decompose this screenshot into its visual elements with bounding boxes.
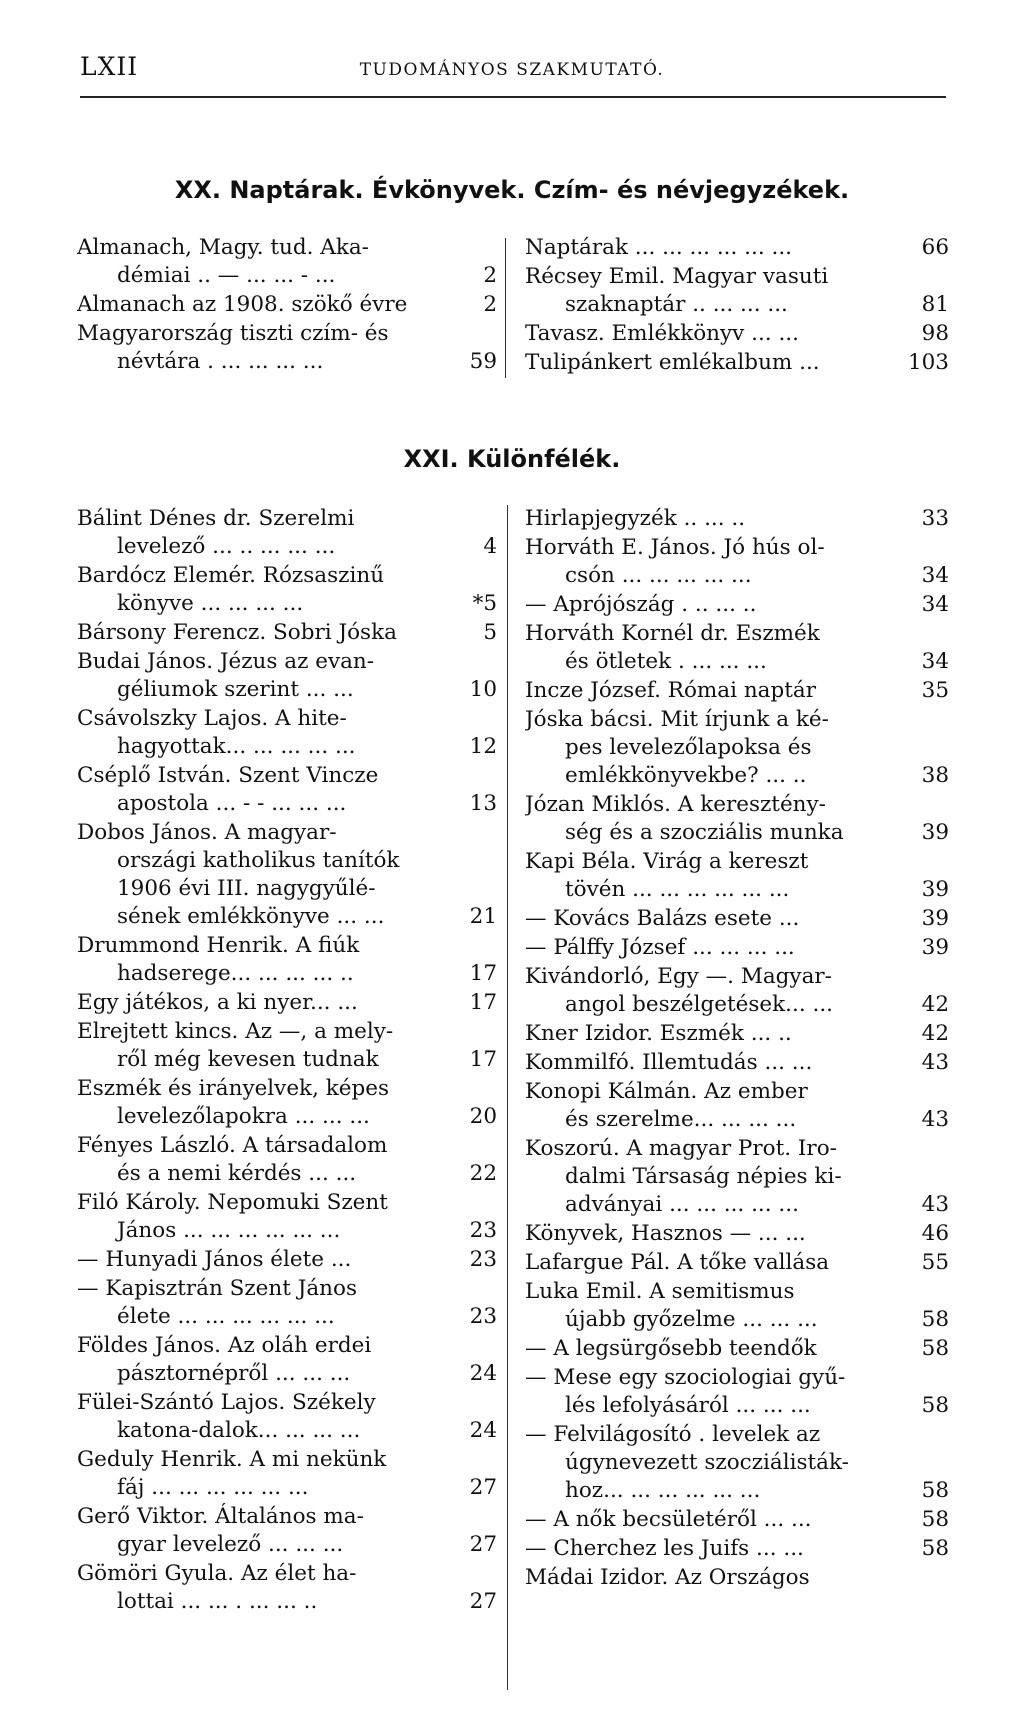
entry-page-number: 39	[918, 819, 949, 847]
entry-line: lés lefolyásáról ... ... ...	[565, 1393, 811, 1418]
entry-page-number: 24	[466, 1417, 497, 1445]
index-entry	[525, 620, 949, 676]
entry-line: hagyottak... ... ... ... ...	[117, 734, 356, 759]
entry-page-number: 39	[918, 905, 949, 933]
entry-line: — Kapisztrán Szent János	[77, 1276, 357, 1301]
index-entry	[525, 934, 949, 962]
index-entry	[77, 562, 497, 618]
entry-line: Incze József. Római naptár	[525, 678, 816, 703]
index-entry	[525, 1421, 949, 1505]
index-entry	[77, 819, 497, 931]
entry-line: Egy játékos, a ki nyer... ...	[77, 990, 358, 1015]
entry-line: — Hunyadi János élete ...	[77, 1247, 352, 1272]
entry-line: Tavasz. Emlékkönyv ... ...	[525, 321, 799, 346]
entry-page-number: 27	[466, 1531, 497, 1559]
index-entry	[77, 1075, 497, 1131]
entry-page-number: 27	[466, 1474, 497, 1502]
entry-page-number: 23	[466, 1217, 497, 1245]
entry-line: könyve ... ... ... ...	[117, 591, 304, 616]
entry-page-number: 21	[466, 903, 497, 931]
entry-line: ről még kevesen tudnak	[117, 1047, 379, 1072]
entry-page-number: 22	[466, 1160, 497, 1188]
entry-line: Lafargue Pál. A tőke vallása	[525, 1250, 830, 1275]
entry-page-number: 35	[918, 677, 949, 705]
entry-page-number: 4	[479, 533, 497, 561]
index-entry	[525, 1020, 949, 1048]
index-entry	[525, 1506, 949, 1534]
entry-line: Magyarország tiszti czím- és	[77, 321, 389, 346]
entry-line: géliumok szerint ... ...	[117, 677, 354, 702]
index-entry	[77, 320, 497, 376]
index-entry	[525, 1278, 949, 1334]
index-entry	[525, 963, 949, 1019]
entry-page-number: 58	[918, 1506, 949, 1534]
entry-line: Eszmék és irányelvek, képes	[77, 1076, 390, 1101]
entry-line: Csávolszky Lajos. A hite-	[77, 706, 347, 731]
entry-line: fáj ... ... ... ... ... ...	[117, 1475, 309, 1500]
entry-page-number: 20	[466, 1103, 497, 1131]
entry-line: sének emlékkönyve ... ...	[117, 904, 385, 929]
index-entry	[77, 505, 497, 561]
column-divider-xx	[505, 238, 506, 378]
index-entry	[77, 989, 497, 1017]
index-entry	[525, 1535, 949, 1563]
entry-page-number: 17	[466, 960, 497, 988]
entry-page-number: 17	[466, 989, 497, 1017]
entry-line: csón ... ... ... ... ...	[565, 563, 752, 588]
entry-line: levelező ... .. ... ... ...	[117, 534, 336, 559]
entry-line: Drummond Henrik. A fiúk	[77, 933, 360, 958]
entry-page-number: 59	[466, 348, 497, 376]
entry-line: Almanach az 1908. szökő évre	[77, 292, 408, 317]
entry-line: Kivándorló, Egy —. Magyar-	[525, 964, 832, 989]
entry-page-number: 10	[466, 676, 497, 704]
entry-line: úgynevezett szocziálisták-	[565, 1450, 849, 1475]
entry-line: Bársony Ferencz. Sobri Jóska	[77, 620, 397, 645]
entry-page-number: 103	[904, 349, 949, 377]
index-entry	[77, 1246, 497, 1274]
entry-line: adványai ... ... ... ... ...	[565, 1192, 799, 1217]
index-entry	[525, 905, 949, 933]
index-entry	[77, 1189, 497, 1245]
entry-page-number: 58	[918, 1306, 949, 1334]
entry-line: Bardócz Elemér. Rózsaszinű	[77, 563, 385, 588]
entry-line: emlékkönyvekbe? ... ..	[565, 763, 807, 788]
entry-page-number: 98	[918, 320, 949, 348]
index-entry	[77, 648, 497, 704]
entry-page-number: 34	[918, 648, 949, 676]
entry-page-number: 5	[479, 619, 497, 647]
entry-line: pes levelezőlapoksa és	[565, 735, 812, 760]
index-entry	[525, 1335, 949, 1363]
entry-page-number: 2	[479, 262, 497, 290]
index-entry	[77, 1132, 497, 1188]
entry-line: és a nemi kérdés ... ...	[117, 1161, 357, 1186]
index-entry	[525, 1249, 949, 1277]
entry-line: Récsey Emil. Magyar vasuti	[525, 264, 829, 289]
entry-line: Koszorú. A magyar Prot. Iro-	[525, 1136, 837, 1161]
entry-page-number: 33	[918, 505, 949, 533]
index-entry	[525, 1564, 949, 1592]
column-divider-xxi	[507, 505, 508, 1690]
entry-line: Kner Izidor. Eszmék ... ..	[525, 1021, 792, 1046]
entry-line: Földes János. Az oláh erdei	[77, 1333, 372, 1358]
index-entry	[525, 505, 949, 533]
entry-line: Gerő Viktor. Általános ma-	[77, 1504, 364, 1529]
entry-line: Fényes László. A társadalom	[77, 1133, 388, 1158]
index-entry	[525, 534, 949, 590]
index-entry	[77, 1503, 497, 1559]
index-entry	[77, 291, 497, 319]
index-entry	[525, 1135, 949, 1219]
entry-line: — Mese egy szociologiai gyű-	[525, 1365, 846, 1390]
entry-page-number: 13	[466, 790, 497, 818]
entry-line: katona-dalok... ... ... ...	[117, 1418, 361, 1443]
index-entry	[525, 791, 949, 847]
entry-page-number: 58	[918, 1392, 949, 1420]
entry-line: Bálint Dénes dr. Szerelmi	[77, 506, 355, 531]
index-entry	[525, 234, 949, 262]
entry-page-number: 34	[918, 591, 949, 619]
entry-line: Józan Miklós. A keresztény-	[525, 792, 826, 817]
entry-line: levelezőlapokra ... ... ...	[117, 1104, 370, 1129]
entry-line: dalmi Társaság népies ki-	[565, 1164, 842, 1189]
entry-page-number: 12	[466, 733, 497, 761]
entry-page-number: 58	[918, 1335, 949, 1363]
entry-line: — Aprójószág . .. ... ..	[525, 592, 757, 617]
entry-line: Elrejtett kincs. Az —, a mely-	[77, 1019, 394, 1044]
entry-line: élete ... ... ... ... ... ...	[117, 1304, 335, 1329]
entry-line: országi katholikus tanítók	[117, 848, 400, 873]
entry-line: apostola ... - - ... ... ...	[117, 791, 347, 816]
index-entry	[77, 1446, 497, 1502]
entry-line: János ... ... ... ... ... ...	[117, 1218, 341, 1243]
entry-page-number: 17	[466, 1046, 497, 1074]
index-entry	[77, 1332, 497, 1388]
entry-page-number: 43	[918, 1106, 949, 1134]
entry-line: démiai .. — ... ... - ...	[117, 263, 336, 288]
entry-line: Kommilfó. Illemtudás ... ...	[525, 1050, 813, 1075]
entry-line: Naptárak ... ... ... ... ... ...	[525, 235, 792, 260]
entry-line: Dobos János. A magyar-	[77, 820, 337, 845]
entry-line: Gömöri Gyula. Az élet ha-	[77, 1561, 357, 1586]
index-entry	[525, 591, 949, 619]
entry-line: — Cherchez les Juifs ... ...	[525, 1536, 804, 1561]
entry-line: — A nők becsületéről ... ...	[525, 1507, 812, 1532]
entry-page-number: 43	[918, 1049, 949, 1077]
entry-line: Horváth E. János. Jó hús ol-	[525, 535, 825, 560]
index-entry	[525, 677, 949, 705]
entry-page-number: 46	[918, 1220, 949, 1248]
entry-line: Hirlapjegyzék .. ... ..	[525, 506, 746, 531]
entry-line: gyar levelező ... ... ...	[117, 1532, 344, 1557]
index-entry	[77, 619, 497, 647]
entry-page-number: *5	[469, 590, 497, 618]
entry-page-number: 2	[479, 291, 497, 319]
section-xx-right-column	[525, 234, 949, 378]
entry-line: pásztornépről ... ... ...	[117, 1361, 351, 1386]
page-number: LXII	[80, 52, 139, 81]
index-entry	[525, 1364, 949, 1420]
entry-line: hadserege... ... ... ... ..	[117, 961, 354, 986]
entry-page-number: 23	[466, 1246, 497, 1274]
entry-line: szaknaptár .. ... ... ...	[565, 292, 788, 317]
entry-line: — Felvilágosító . levelek az	[525, 1422, 821, 1447]
index-entry	[77, 705, 497, 761]
entry-page-number: 34	[918, 562, 949, 590]
entry-line: Könyvek, Hasznos — ... ...	[525, 1221, 806, 1246]
entry-line: Cséplő István. Szent Vincze	[77, 763, 379, 788]
entry-page-number: 42	[918, 1020, 949, 1048]
index-entry	[525, 1078, 949, 1134]
page-header	[80, 52, 944, 92]
entry-line: Tulipánkert emlékalbum ...	[525, 350, 820, 375]
entry-line: Kapi Béla. Virág a kereszt	[525, 849, 809, 874]
section-title-xx: XX. Naptárak. Évkönyvek. Czím- és névjegyzékek.	[174, 176, 850, 204]
index-entry	[77, 762, 497, 818]
entry-page-number: 39	[918, 934, 949, 962]
entry-line: Jóska bácsi. Mit írjunk a ké-	[525, 707, 829, 732]
entry-line: — A legsürgősebb teendők	[525, 1336, 817, 1361]
entry-line: 1906 évi III. nagygyűlé-	[117, 876, 376, 901]
index-entry	[77, 1389, 497, 1445]
entry-page-number: 66	[918, 234, 949, 262]
entry-line: ség és a szocziális munka	[565, 820, 844, 845]
index-entry	[525, 349, 949, 377]
entry-line: lottai ... ... . ... ... ..	[117, 1589, 318, 1614]
entry-page-number: 81	[918, 291, 949, 319]
entry-line: — Kovács Balázs esete ...	[525, 906, 800, 931]
entry-line: tövén ... ... ... ... ... ...	[565, 877, 790, 902]
index-entry	[525, 320, 949, 348]
index-entry	[525, 1220, 949, 1248]
index-entry	[77, 1560, 497, 1616]
index-entry	[525, 706, 949, 790]
index-entry	[77, 1275, 497, 1331]
section-xxi-left-column	[77, 505, 497, 1617]
entry-line: és szerelme... ... ... ...	[565, 1107, 797, 1132]
entry-page-number: 39	[918, 876, 949, 904]
entry-page-number: 43	[918, 1191, 949, 1219]
entry-page-number: 24	[466, 1360, 497, 1388]
index-entry	[77, 932, 497, 988]
entry-line: Geduly Henrik. A mi nekünk	[77, 1447, 387, 1472]
entry-page-number: 23	[466, 1303, 497, 1331]
entry-line: Almanach, Magy. tud. Aka-	[77, 235, 369, 260]
entry-line: Budai János. Jézus az evan-	[77, 649, 375, 674]
entry-line: névtára . ... ... ... ...	[117, 349, 324, 374]
entry-page-number: 27	[466, 1588, 497, 1616]
entry-page-number: 42	[918, 991, 949, 1019]
section-title-xxi: XXI. Különfélék.	[403, 445, 621, 473]
entry-line: és ötletek . ... ... ...	[565, 649, 767, 674]
entry-page-number: 58	[918, 1535, 949, 1563]
running-title: TUDOMÁNYOS SZAKMUTATÓ.	[359, 60, 665, 80]
entry-page-number: 55	[918, 1249, 949, 1277]
index-entry	[525, 848, 949, 904]
entry-page-number: 58	[918, 1477, 949, 1505]
index-entry	[525, 263, 949, 319]
entry-page-number: 38	[918, 762, 949, 790]
entry-line: Fülei-Szántó Lajos. Székely	[77, 1390, 376, 1415]
entry-line: — Pálffy József ... ... ... ...	[525, 935, 795, 960]
section-xx-left-column	[77, 234, 497, 377]
entry-line: Luka Emil. A semitismus	[525, 1279, 795, 1304]
header-rule	[80, 96, 946, 98]
entry-line: angol beszélgetések... ...	[565, 992, 834, 1017]
section-xxi-right-column	[525, 505, 949, 1593]
entry-line: Konopi Kálmán. Az ember	[525, 1079, 808, 1104]
entry-line: újabb győzelme ... ... ...	[565, 1307, 818, 1332]
index-entry	[77, 1018, 497, 1074]
index-entry	[77, 234, 497, 290]
entry-line: Mádai Izidor. Az Országos	[525, 1565, 810, 1590]
index-entry	[525, 1049, 949, 1077]
entry-line: hoz... ... ... ... ... ...	[565, 1478, 761, 1503]
entry-line: Filó Károly. Nepomuki Szent	[77, 1190, 388, 1215]
entry-line: Horváth Kornél dr. Eszmék	[525, 621, 820, 646]
